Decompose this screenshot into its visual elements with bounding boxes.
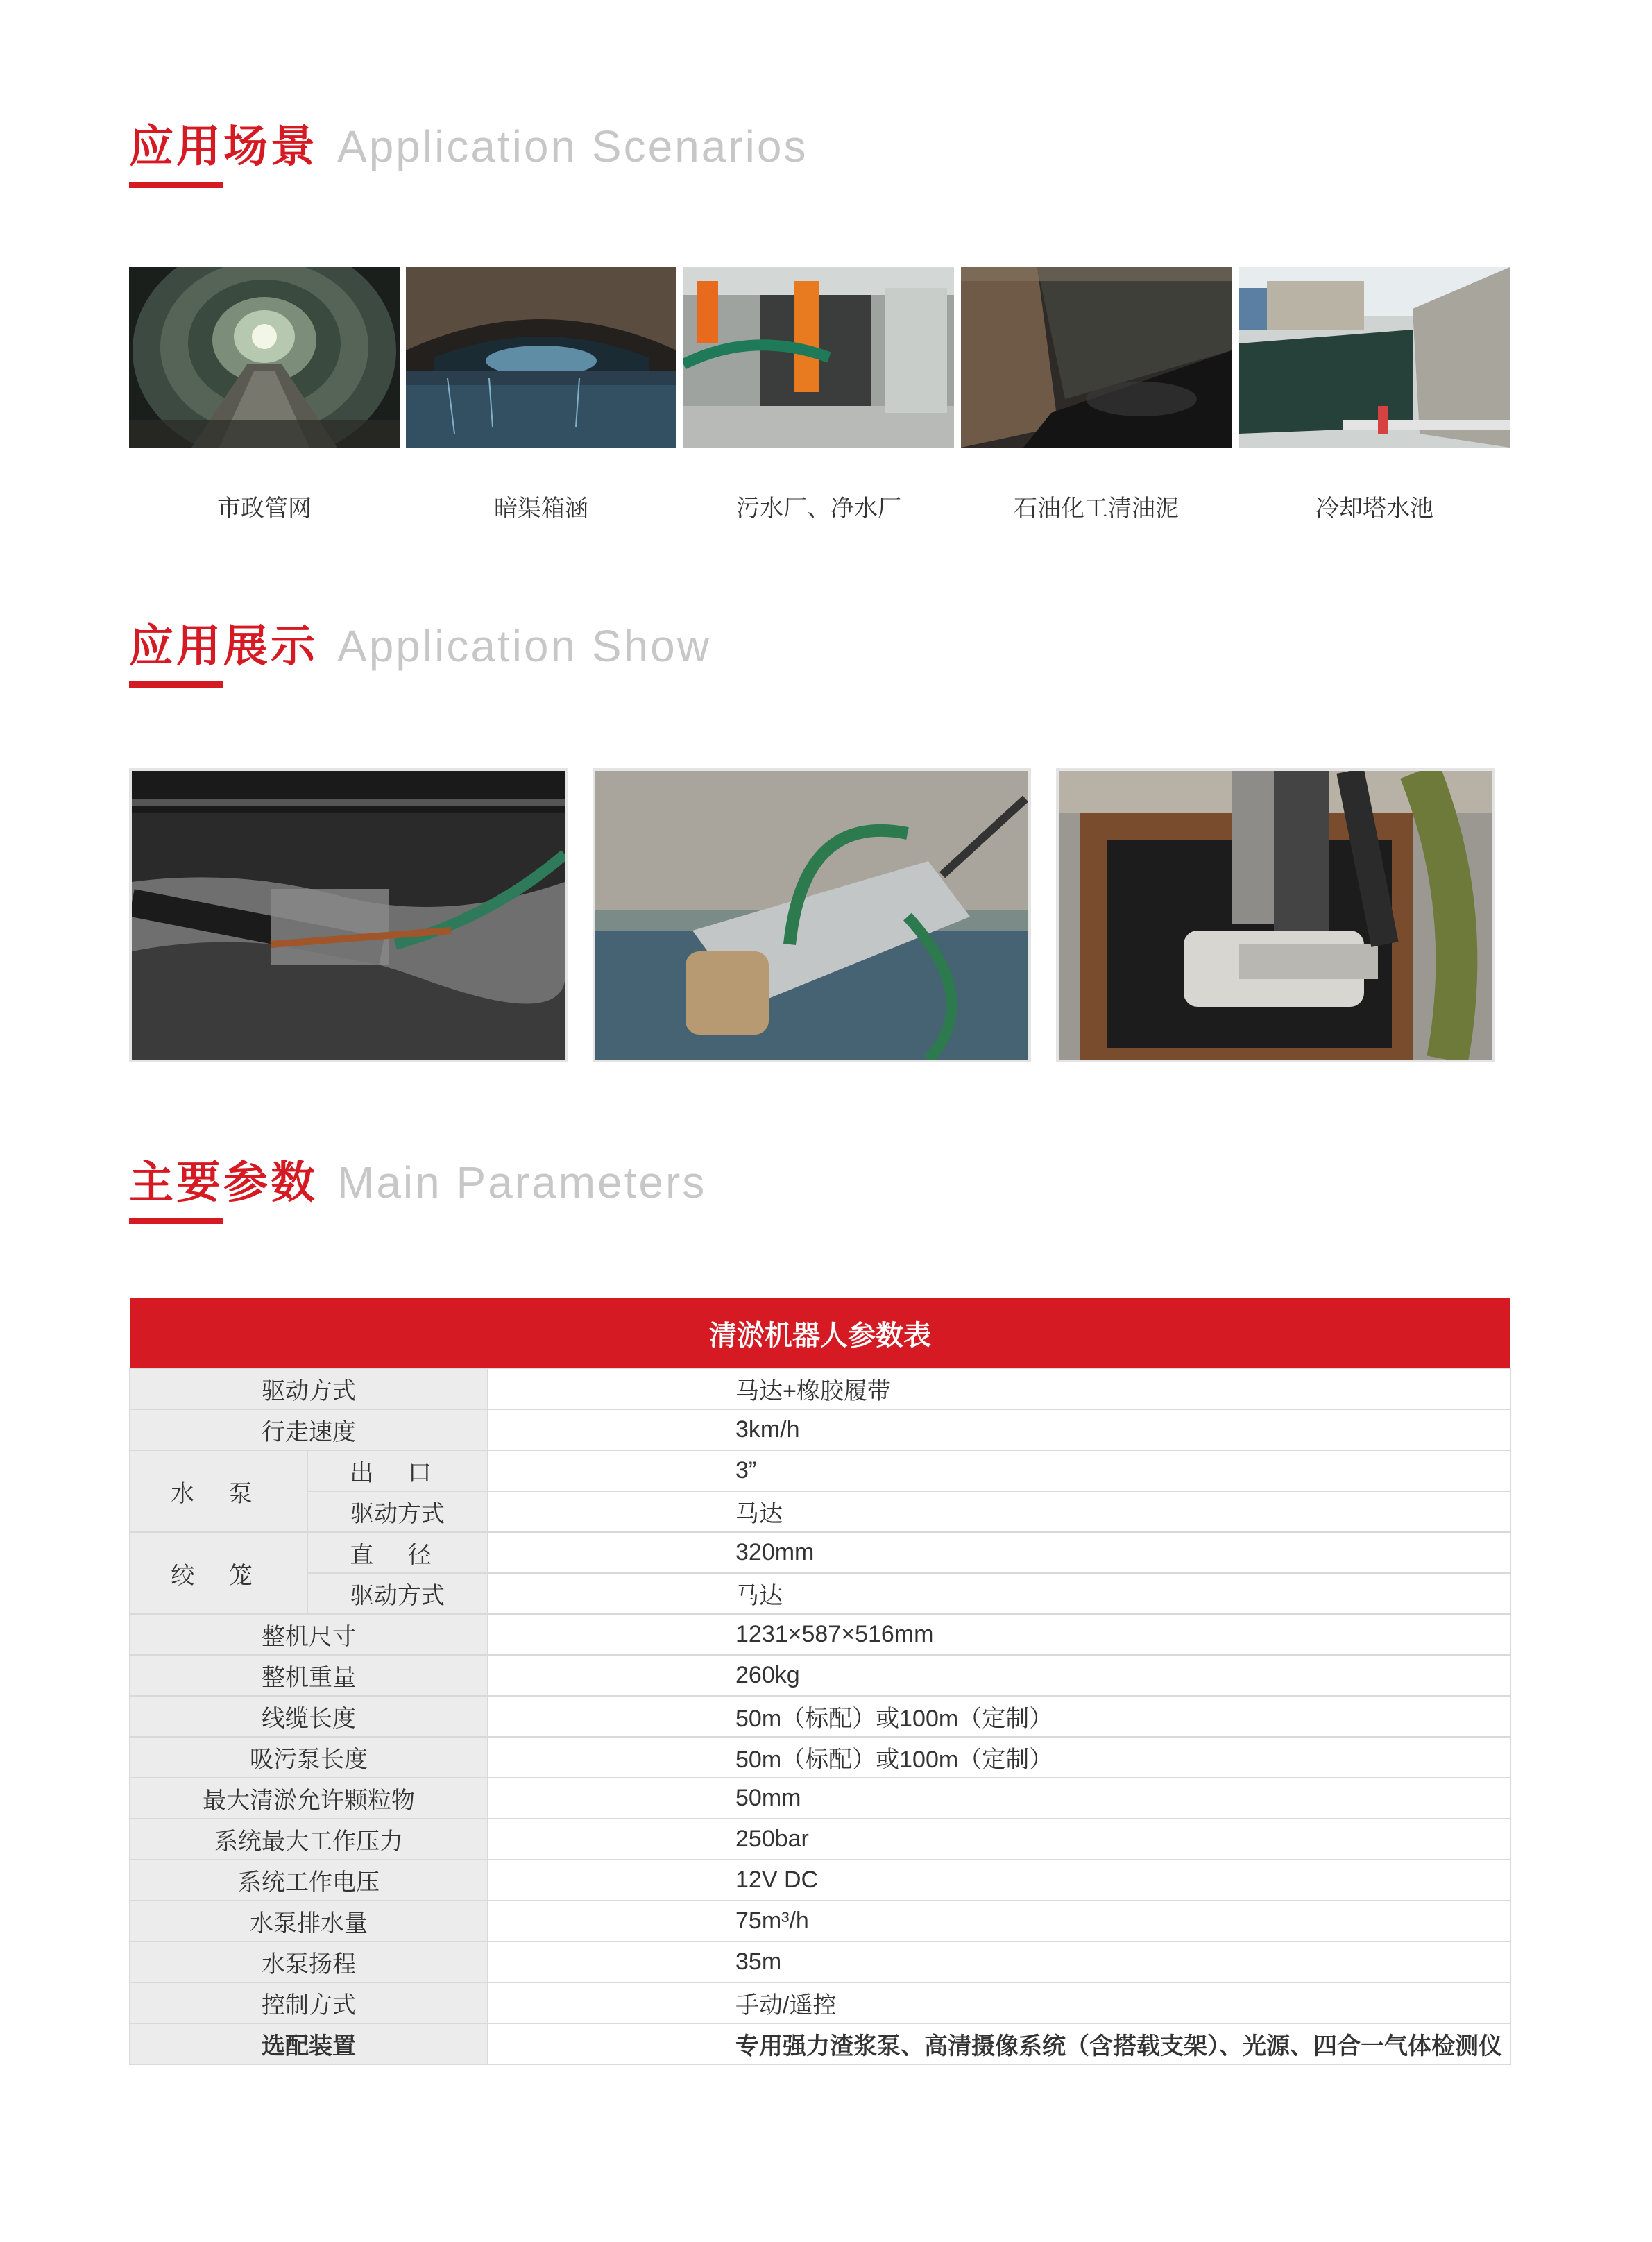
param-label: 整机尺寸 — [130, 1614, 488, 1655]
param-value: 260kg — [488, 1655, 1510, 1696]
table-row — [130, 1860, 1510, 1901]
table-row — [130, 1532, 1510, 1573]
scenario-photo — [683, 267, 954, 448]
param-sub-label: 驱动方式 — [307, 1491, 488, 1532]
table-row — [130, 1982, 1510, 2023]
section-title-cn: 应用场景 — [129, 121, 318, 171]
param-group-label: 绞 笼 — [130, 1532, 307, 1614]
scenario-label: 石油化工清油泥 — [1014, 495, 1179, 522]
param-value: 250bar — [488, 1819, 1510, 1860]
application-photo-sludge — [129, 768, 568, 1062]
param-label: 水泵扬程 — [130, 1942, 488, 1982]
param-label: 行走速度 — [130, 1409, 488, 1450]
table-row — [130, 1778, 1510, 1819]
param-sub-label: 驱动方式 — [307, 1573, 488, 1614]
title-underline — [129, 1218, 223, 1224]
title-underline — [129, 681, 223, 688]
scenario-label: 污水厂、净水厂 — [736, 495, 901, 522]
param-label: 系统工作电压 — [130, 1860, 488, 1901]
param-value: 专用强力渣浆泵、高清摄像系统（含搭载支架）、光源、四合一气体检测仪 — [488, 2023, 1510, 2064]
param-sub-label: 直 径 — [307, 1532, 488, 1573]
scenario-photo — [129, 267, 400, 448]
table-row — [130, 1573, 1510, 1614]
param-value: 马达 — [488, 1491, 1510, 1532]
param-value: 50mm — [488, 1778, 1510, 1819]
table-row — [130, 1737, 1510, 1778]
table-row — [130, 1368, 1510, 1409]
scenario-petrochemical — [961, 267, 1232, 523]
param-value: 35m — [488, 1942, 1510, 1982]
section-title-cn: 应用展示 — [129, 621, 318, 671]
table-row — [130, 1450, 1510, 1491]
section-title-en: Application Show — [337, 621, 711, 671]
table-row — [130, 1942, 1510, 1982]
param-label: 选配装置 — [130, 2023, 488, 2064]
param-value: 75m³/h — [488, 1901, 1510, 1942]
scenario-photo — [406, 267, 676, 448]
section-title-en: Main Parameters — [337, 1157, 707, 1207]
scenario-label: 暗渠箱涵 — [494, 495, 588, 522]
scenario-photo — [1239, 267, 1510, 448]
table-row — [130, 1901, 1510, 1942]
section-header-show — [129, 611, 711, 674]
application-photo-auger — [1056, 768, 1495, 1062]
param-value: 12V DC — [488, 1860, 1510, 1901]
section-title-en: Application Scenarios — [337, 121, 808, 171]
table-row — [130, 1614, 1510, 1655]
param-label: 吸污泵长度 — [130, 1737, 488, 1778]
param-value: 3km/h — [488, 1409, 1510, 1450]
scenario-photo — [961, 267, 1232, 448]
scenario-wastewater-plant — [683, 267, 954, 523]
param-label: 整机重量 — [130, 1655, 488, 1696]
param-value: 3” — [488, 1450, 1510, 1491]
param-label: 最大清淤允许颗粒物 — [130, 1778, 488, 1819]
param-label: 系统最大工作压力 — [130, 1819, 488, 1860]
param-sub-label: 出 口 — [307, 1450, 488, 1491]
scenario-culvert — [406, 267, 676, 523]
table-row — [130, 1696, 1510, 1737]
table-row — [130, 2023, 1510, 2064]
param-label: 线缆长度 — [130, 1696, 488, 1737]
param-value: 50m（标配）或100m（定制） — [488, 1737, 1510, 1778]
table-row — [130, 1655, 1510, 1696]
section-header-parameters — [129, 1147, 706, 1211]
param-value: 320mm — [488, 1532, 1510, 1573]
param-value: 马达+橡胶履带 — [488, 1368, 1510, 1409]
param-label: 驱动方式 — [130, 1368, 488, 1409]
scenario-label: 市政管网 — [217, 495, 312, 522]
param-value: 手动/遥控 — [488, 1982, 1510, 2023]
table-row — [130, 1819, 1510, 1860]
table-caption-row — [130, 1298, 1510, 1368]
section-header-scenarios — [129, 111, 808, 175]
title-underline — [129, 182, 223, 188]
scenario-label: 冷却塔水池 — [1315, 495, 1433, 522]
scenario-cooling-tower — [1239, 267, 1510, 523]
table-row — [130, 1409, 1510, 1450]
param-value: 马达 — [488, 1573, 1510, 1614]
table-title: 清淤机器人参数表 — [130, 1298, 1510, 1368]
scenario-municipal-pipe — [129, 267, 400, 523]
table-row — [130, 1491, 1510, 1532]
param-value: 50m（标配）或100m（定制） — [488, 1696, 1510, 1737]
application-photo-robot — [593, 768, 1031, 1062]
parameter-table — [129, 1298, 1511, 2065]
param-label: 水泵排水量 — [130, 1901, 488, 1942]
param-label: 控制方式 — [130, 1982, 488, 2023]
param-group-label: 水 泵 — [130, 1450, 307, 1532]
section-title-cn: 主要参数 — [129, 1157, 318, 1207]
param-value: 1231×587×516mm — [488, 1614, 1510, 1655]
